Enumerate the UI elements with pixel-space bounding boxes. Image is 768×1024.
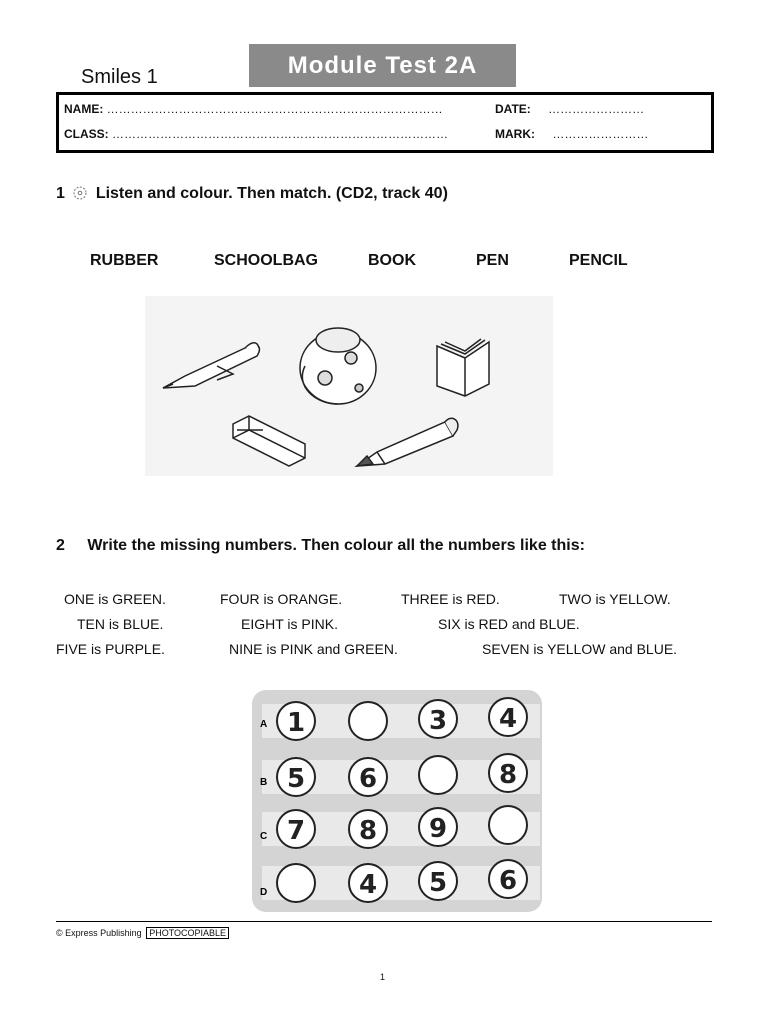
- grid-number-4: 4: [498, 704, 518, 734]
- rule-six: SIX is RED and BLUE.: [438, 616, 580, 632]
- grid-blank-circle[interactable]: [419, 756, 457, 794]
- series-title: Smiles 1: [81, 66, 158, 88]
- date-dots: ……………………: [548, 102, 645, 116]
- question-1-instruction: Listen and colour. Then match. (CD2, track 40): [95, 185, 448, 202]
- date-field[interactable]: [495, 102, 644, 116]
- grid-number-8: 8: [358, 816, 378, 846]
- rule-seven: SEVEN is YELLOW and BLUE.: [482, 641, 678, 657]
- class-label: CLASS:: [64, 127, 109, 141]
- student-info-box: [56, 92, 714, 153]
- grid-blank-circle[interactable]: [489, 806, 527, 844]
- question-2-instruction: Write the missing numbers. Then colour all the numbers like this:: [87, 537, 585, 554]
- footer-divider: [56, 921, 712, 922]
- name-field[interactable]: [64, 102, 443, 116]
- number-grid: [250, 688, 546, 914]
- question-2-heading: [56, 537, 585, 555]
- question-1-number: 1: [56, 185, 65, 202]
- photocopiable-badge: PHOTOCOPIABLE: [146, 927, 229, 939]
- mark-label: MARK:: [495, 127, 535, 141]
- rule-two: TWO is YELLOW.: [559, 591, 671, 607]
- grid-number-7: 7: [286, 816, 306, 846]
- grid-row-label-a: A: [260, 719, 268, 730]
- word-schoolbag: SCHOOLBAG: [214, 252, 318, 269]
- mark-dots: ……………………: [552, 127, 649, 141]
- grid-number-5: 5: [286, 764, 306, 794]
- rule-three: THREE is RED.: [401, 591, 500, 607]
- name-dots: …………………………………………………………………………: [106, 102, 443, 116]
- grid-number-6: 6: [358, 764, 378, 794]
- grid-row-label-b: B: [260, 777, 268, 788]
- word-rubber: RUBBER: [90, 252, 159, 269]
- word-pencil: PENCIL: [569, 252, 628, 269]
- footer-copyright: [56, 928, 229, 938]
- grid-blank-circle[interactable]: [349, 702, 387, 740]
- rule-one: ONE is GREEN.: [64, 591, 166, 607]
- grid-row-label-c: C: [260, 831, 268, 842]
- page-number: 1: [380, 972, 386, 982]
- grid-number-5: 5: [428, 868, 448, 898]
- grid-row-label-d: D: [260, 887, 268, 898]
- word-pen: PEN: [476, 252, 509, 269]
- question-1-heading: [56, 185, 448, 203]
- grid-number-1: 1: [286, 708, 306, 738]
- question-2-number: 2: [56, 537, 65, 554]
- rule-ten: TEN is BLUE.: [77, 616, 164, 632]
- school-objects-picture: [145, 296, 553, 476]
- grid-number-3: 3: [428, 706, 448, 736]
- date-label: DATE:: [495, 102, 531, 116]
- mark-field[interactable]: [495, 127, 648, 141]
- word-book: BOOK: [368, 252, 416, 269]
- grid-number-9: 9: [428, 814, 448, 844]
- copyright-text: © Express Publishing: [56, 928, 142, 938]
- grid-number-8: 8: [498, 760, 518, 790]
- rule-four: FOUR is ORANGE.: [220, 591, 343, 607]
- module-title: Module Test 2A: [249, 44, 516, 87]
- class-field[interactable]: [64, 127, 448, 141]
- grid-blank-circle[interactable]: [277, 864, 315, 902]
- cd-icon: [73, 186, 87, 200]
- rule-eight: EIGHT is PINK.: [241, 616, 338, 632]
- grid-number-6: 6: [498, 866, 518, 896]
- name-label: NAME:: [64, 102, 104, 116]
- class-dots: …………………………………………………………………………: [112, 127, 449, 141]
- rule-five: FIVE is PURPLE.: [56, 641, 165, 657]
- grid-number-4: 4: [358, 870, 378, 900]
- rule-nine: NINE is PINK and GREEN.: [229, 641, 398, 657]
